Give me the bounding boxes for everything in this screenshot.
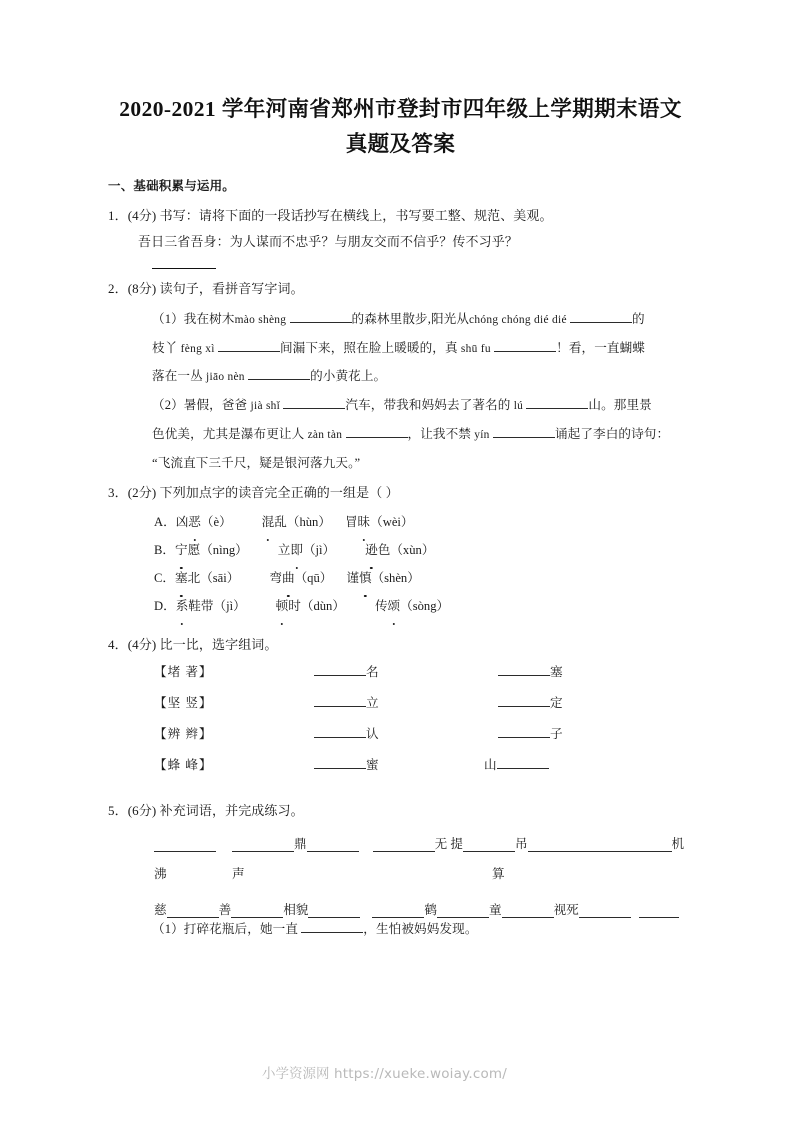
q5-blank-13[interactable] bbox=[502, 917, 554, 918]
option-c-word-2 bbox=[269, 571, 332, 585]
q2-text-k: 山。那里景 bbox=[588, 398, 652, 413]
q4-blank-4a[interactable] bbox=[314, 768, 366, 769]
q5-blank-7[interactable] bbox=[580, 851, 672, 852]
q4-blank-2a[interactable] bbox=[314, 706, 366, 707]
question-3-option-c[interactable] bbox=[108, 565, 693, 593]
oa1-pre: 凶 bbox=[175, 515, 189, 530]
question-3-stem: 3．(2分) 下列加点字的读音完全正确的一组是（ ） bbox=[108, 485, 399, 501]
oa2-post: 乱 bbox=[274, 515, 287, 530]
option-d-word-1 bbox=[176, 599, 246, 613]
question-1-writing-line[interactable] bbox=[152, 268, 216, 269]
option-b-word-3 bbox=[365, 543, 434, 557]
oa2-pinyin: （hùn） bbox=[286, 515, 331, 530]
title-line-2: 真题及答案 bbox=[345, 131, 456, 156]
q4-cell-3a bbox=[216, 723, 438, 742]
q2-text-j: 汽车，带我和妈妈去了著名的 bbox=[345, 398, 511, 413]
watermark-url: https://xueke.woiay.com/ bbox=[334, 1066, 508, 1082]
q5-char-ji: 机 bbox=[671, 836, 685, 851]
q5-blank-5[interactable] bbox=[463, 851, 515, 852]
watermark-site: 小学资源网 bbox=[262, 1066, 330, 1082]
q5-chars-xiangmao: 相貌 bbox=[283, 902, 309, 917]
ob1-dot: 宁 bbox=[175, 537, 188, 565]
q2-text-n: 诵起了李白的诗句： bbox=[554, 426, 670, 441]
oc3-dot: 慎 bbox=[359, 565, 372, 593]
od1-post: 鞋带 bbox=[188, 599, 214, 614]
q4-pair-2: 【坚 竖】 bbox=[154, 696, 213, 711]
q2-pinyin-jiashi: jià shǐ bbox=[250, 400, 281, 413]
q5-idiom-line-top bbox=[126, 828, 693, 852]
table-row bbox=[108, 754, 693, 785]
q4-blank-3a[interactable] bbox=[314, 737, 366, 738]
q2-text-i: （2）暑假，爸爸 bbox=[152, 398, 248, 413]
q4-cell-1b bbox=[438, 661, 638, 680]
q2-pinyin-zantan: zàn tàn bbox=[307, 428, 343, 441]
q4-cell-1a bbox=[216, 661, 438, 680]
od3-dot: 颂 bbox=[388, 593, 401, 621]
oc2-pinyin: （qū） bbox=[294, 571, 333, 586]
title-line-1: 2020-2021 学年河南省郑州市登封市四年级上学期期末语文 bbox=[119, 97, 682, 121]
question-4-grid bbox=[108, 661, 693, 785]
q2-text-b: 的森林里散步,阳光从 bbox=[351, 312, 470, 327]
question-1-stem: 1．(4分) 书写：请将下面的一段话抄写在横线上，书写要工整、规范、美观。 bbox=[108, 207, 553, 223]
option-a-word-3 bbox=[345, 515, 414, 529]
q5-blank-15[interactable] bbox=[639, 917, 679, 918]
oc2-pre: 弯 bbox=[269, 571, 282, 586]
q5-char-he: 鹤 bbox=[424, 902, 437, 917]
ob1-pinyin: （nìng） bbox=[200, 543, 248, 558]
q2-pinyin-maosheng: mào shèng bbox=[234, 314, 287, 327]
oa1-pinyin: （è） bbox=[200, 515, 232, 530]
table-row bbox=[108, 661, 693, 692]
oc1-post: 北 bbox=[187, 571, 201, 586]
q4-suffix-1a: 名 bbox=[366, 665, 379, 680]
option-b-word-1 bbox=[175, 543, 248, 557]
q2-text-l: 色优美，尤其是瀑布更让人 bbox=[152, 426, 305, 441]
question-2-line-2 bbox=[108, 334, 693, 363]
option-c-word-1 bbox=[175, 571, 239, 585]
option-b-word-2 bbox=[278, 543, 335, 557]
q4-cell-2a bbox=[216, 692, 438, 711]
q4-suffix-3a: 认 bbox=[366, 727, 379, 742]
q2-blank-9[interactable] bbox=[493, 437, 555, 438]
q4-suffix-2a: 立 bbox=[366, 696, 379, 711]
option-d-word-2 bbox=[276, 599, 345, 613]
q5-chars-sisi: 视死 bbox=[553, 902, 579, 917]
od3-pinyin: （sòng） bbox=[400, 599, 450, 614]
oc2-dot: 曲 bbox=[282, 565, 295, 593]
od2-pinyin: （dùn） bbox=[300, 599, 345, 614]
question-5-stem: 5．(6分) 补充词语，并完成练习。 bbox=[108, 803, 304, 819]
q4-cell-3b bbox=[438, 723, 638, 742]
q2-blank-1[interactable] bbox=[290, 322, 352, 323]
ob2-pinyin: （jì） bbox=[302, 543, 336, 558]
oc1-pinyin: （sāi） bbox=[200, 571, 240, 586]
watermark bbox=[262, 1062, 507, 1082]
question-3-option-b[interactable] bbox=[108, 537, 693, 565]
q2-blank-7[interactable] bbox=[526, 408, 588, 409]
question-3-option-a[interactable] bbox=[108, 509, 693, 537]
q5-blank-2[interactable] bbox=[232, 851, 294, 852]
question-5-idioms bbox=[108, 828, 693, 918]
oa2-dot: 混 bbox=[262, 509, 275, 537]
option-d-word-3 bbox=[375, 599, 449, 613]
oc3-pre: 谨 bbox=[346, 571, 359, 586]
option-a-word-1 bbox=[176, 515, 232, 529]
q5-idiom-line-bottom bbox=[126, 852, 693, 882]
oa3-dot: 昧 bbox=[358, 509, 371, 537]
ob3-dot: 逊 bbox=[365, 537, 378, 565]
q4-pair-4: 【蜂 峰】 bbox=[154, 758, 213, 773]
ob3-pinyin: （xùn） bbox=[390, 543, 435, 558]
q5-char-suan: 算 bbox=[492, 866, 505, 881]
q4-cell-4b bbox=[438, 754, 638, 773]
q4-cell-2b bbox=[438, 692, 638, 711]
q2-blank-4[interactable] bbox=[494, 351, 556, 352]
question-2-stem: 2．(8分) 读句子，看拼音写字词。 bbox=[108, 280, 304, 296]
ob1-post: 愿 bbox=[187, 543, 201, 558]
option-c-word-3 bbox=[346, 571, 419, 585]
q5-char-tong: 童 bbox=[488, 902, 502, 917]
q4-suffix-4a: 蜜 bbox=[366, 758, 379, 773]
q2-blank-6[interactable] bbox=[283, 408, 345, 409]
q2-text-h: 的小黄花上。 bbox=[310, 369, 387, 384]
q4-prefix-4b: 山 bbox=[484, 758, 497, 773]
q5-idiom-line-2 bbox=[126, 882, 693, 918]
q4-suffix-1b: 塞 bbox=[550, 665, 563, 680]
q2-text-f: ！看，一直蝴蝶 bbox=[556, 340, 645, 355]
question-2-line-3 bbox=[108, 362, 693, 391]
q2-pinyin-chongchongdiedie: chóng chóng dié dié bbox=[469, 314, 567, 327]
q2-text-c: 的 bbox=[632, 312, 645, 327]
q2-text-g: 落在一丛 bbox=[152, 369, 203, 384]
q2-pinyin-lu: lú bbox=[513, 400, 524, 413]
q5-chars-wuti: 无 提 bbox=[434, 836, 463, 851]
question-5-sub-1 bbox=[108, 918, 693, 942]
q4-pair-1: 【堵 著】 bbox=[154, 665, 213, 680]
q5-blank-6[interactable] bbox=[528, 851, 580, 852]
q2-text-m: ，让我不禁 bbox=[407, 426, 471, 441]
table-row bbox=[108, 723, 693, 754]
page-title bbox=[108, 92, 693, 162]
od1-pinyin: （jì） bbox=[213, 599, 246, 614]
q5-sub1-tail: ，生怕被妈妈发现。 bbox=[363, 921, 478, 936]
q2-text-d: 枝丫 bbox=[152, 340, 178, 355]
q2-blank-3[interactable] bbox=[218, 351, 280, 352]
q4-blank-1a[interactable] bbox=[314, 675, 366, 676]
q4-suffix-2b: 定 bbox=[550, 696, 563, 711]
q5-char-ding: 鼎 bbox=[294, 836, 307, 851]
ob2-pre: 立 bbox=[277, 543, 291, 558]
q5-blank-3[interactable] bbox=[307, 851, 359, 852]
q2-pinyin-jiaonen: jiāo nèn bbox=[206, 371, 245, 384]
question-1-passage: 吾日三省吾身：为人谋而不忠乎？与朋友交而不信乎？传不习乎？ bbox=[138, 233, 518, 249]
q5-char-fei: 沸 bbox=[154, 866, 167, 881]
oa3-pinyin: （wèi） bbox=[370, 515, 414, 530]
od1-dot: 系 bbox=[176, 593, 189, 621]
oc3-pinyin: （shèn） bbox=[371, 571, 420, 586]
q5-char-sheng: 声 bbox=[232, 866, 245, 881]
option-a-word-2 bbox=[262, 515, 331, 529]
q2-pinyin-yin: yín bbox=[474, 428, 490, 441]
oa1-dot: 恶 bbox=[188, 509, 201, 537]
q2-pinyin-fengxi: fèng xì bbox=[180, 342, 215, 355]
question-2-line-1 bbox=[108, 305, 693, 334]
question-2-line-4 bbox=[108, 391, 693, 420]
q2-pinyin-shufu: shū fu bbox=[460, 342, 491, 355]
option-b-label: B． bbox=[154, 543, 175, 558]
q2-text-e: 间漏下来，照在脸上暖暖的，真 bbox=[279, 340, 458, 355]
q4-blank-4b[interactable] bbox=[497, 768, 549, 769]
q5-blank-4[interactable] bbox=[373, 851, 435, 852]
section-heading: 一、基础积累与运用。 bbox=[108, 178, 236, 193]
option-c-label: C． bbox=[154, 571, 175, 586]
q2-blank-5[interactable] bbox=[248, 379, 310, 380]
od2-post: 时 bbox=[288, 599, 301, 614]
oa3-pre: 冒 bbox=[344, 515, 358, 530]
table-row bbox=[108, 692, 693, 723]
q5-blank-14[interactable] bbox=[579, 917, 631, 918]
q4-cell-4a bbox=[216, 754, 438, 773]
q4-suffix-3b: 子 bbox=[550, 727, 563, 742]
q2-blank-8[interactable] bbox=[346, 437, 408, 438]
question-3-option-d[interactable] bbox=[108, 593, 693, 621]
od2-dot: 顿 bbox=[276, 593, 289, 621]
q2-text-a: （1）我在树木 bbox=[152, 312, 235, 327]
q5-sub1-text: （1）打碎花瓶后，她一直 bbox=[152, 921, 299, 936]
q5-char-ci: 慈 bbox=[154, 902, 167, 917]
od3-pre: 传 bbox=[374, 599, 388, 614]
question-2-line-5 bbox=[108, 420, 693, 449]
ob2-dot: 即 bbox=[290, 537, 303, 565]
q4-pair-3: 【辨 辫】 bbox=[154, 727, 213, 742]
question-4-stem: 4．(4分) 比一比，选字组词。 bbox=[108, 637, 278, 653]
option-a-label: A． bbox=[154, 515, 176, 530]
q4-blank-3b[interactable] bbox=[498, 737, 550, 738]
ob3-post: 色 bbox=[377, 543, 391, 558]
q5-sub1-blank[interactable] bbox=[301, 932, 363, 933]
q5-char-shan: 善 bbox=[218, 902, 232, 917]
q4-blank-1b[interactable] bbox=[498, 675, 550, 676]
q4-blank-2b[interactable] bbox=[498, 706, 550, 707]
question-2-line-6: “飞流直下三千尺，疑是银河落九天。” bbox=[152, 455, 361, 470]
option-d-label: D． bbox=[154, 599, 176, 614]
q5-char-diao: 吊 bbox=[514, 836, 528, 851]
oc1-dot: 塞 bbox=[175, 565, 188, 593]
q5-blank-1[interactable] bbox=[154, 851, 216, 852]
q2-blank-2[interactable] bbox=[570, 322, 632, 323]
